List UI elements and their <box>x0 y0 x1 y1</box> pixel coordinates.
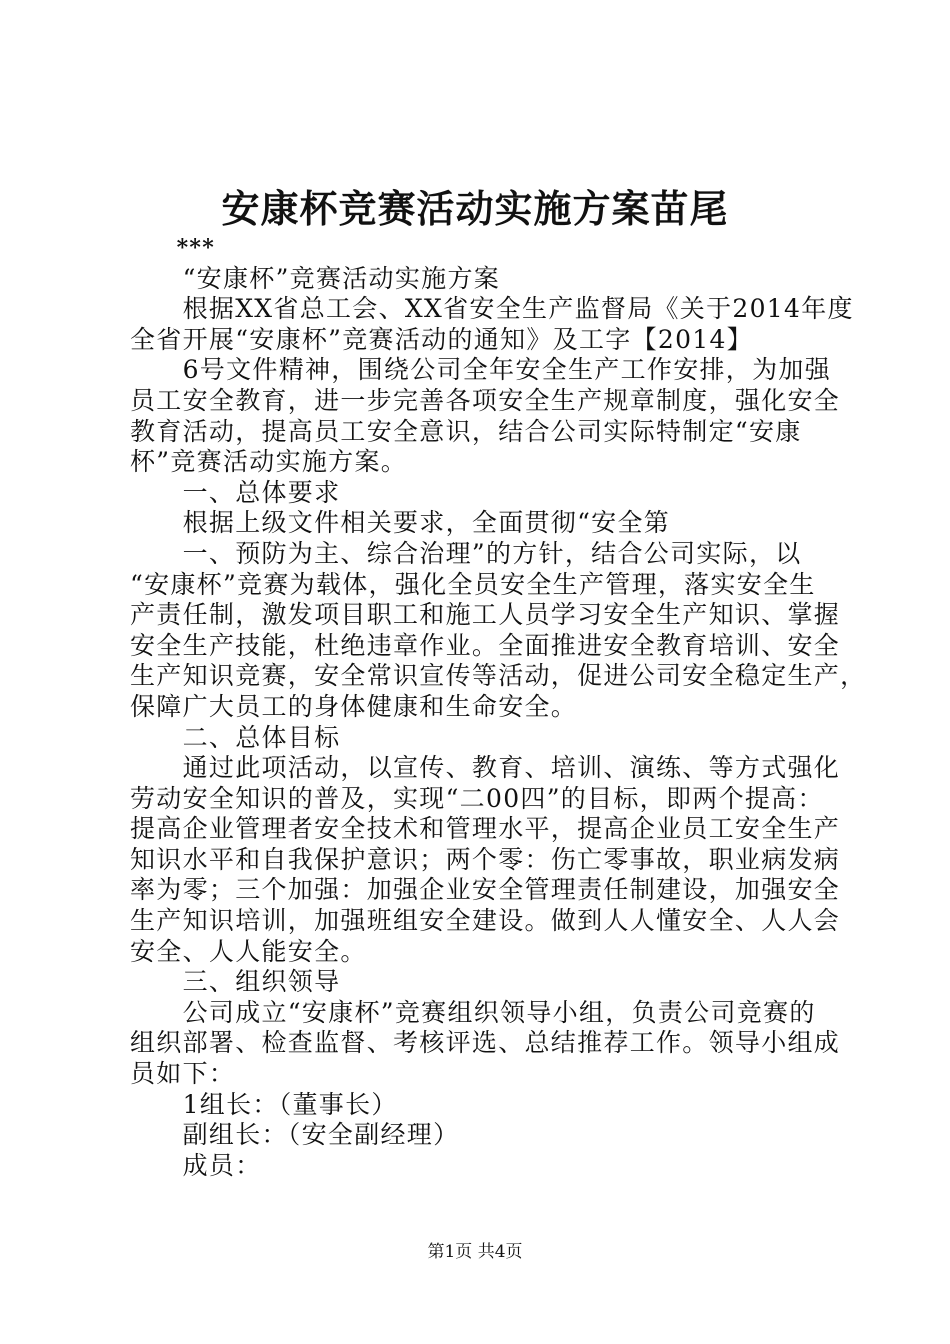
body-line: 员如下： <box>130 1059 236 1089</box>
body-line: *** <box>130 235 216 261</box>
body-line: 全省开展“安康杯”竞赛活动的通知》及工字【2014】 <box>130 324 753 354</box>
body-line: 组织部署、检查监督、考核评选、总结推荐工作。领导小组成 <box>130 1028 841 1058</box>
body-line: 安全、人人能安全。 <box>130 936 367 966</box>
body-line: 教育活动，提高员工安全意识，结合公司实际特制定“安康 <box>130 416 802 446</box>
body-line: 1组长：（董事长） <box>130 1089 398 1119</box>
body-line: 成员： <box>130 1150 262 1180</box>
body-line: 提高企业管理者安全技术和管理水平，提高企业员工安全生产 <box>130 814 841 844</box>
body-line: 根据XX省总工会、XX省安全生产监督局《关于2014年度 <box>130 294 854 324</box>
section-heading: 三、组织领导 <box>130 967 341 997</box>
body-line: “安康杯”竞赛活动实施方案 <box>130 263 501 293</box>
body-line: 生产知识培训，加强班组安全建设。做到人人懂安全、人人会 <box>130 906 841 936</box>
body-line: “安康杯”竞赛为载体，强化全员安全生产管理，落实安全生 <box>130 569 816 599</box>
body-line: 6号文件精神，围绕公司全年安全生产工作安排，为加强 <box>130 355 832 385</box>
body-line: 率为零；三个加强：加强企业安全管理责任制建设，加强安全 <box>130 875 841 905</box>
body-line: 安全生产技能，杜绝违章作业。全面推进安全教育培训、安全 <box>130 630 841 660</box>
body-line: 通过此项活动，以宣传、教育、培训、演练、等方式强化 <box>130 753 841 783</box>
page-footer: 第1页 共4页 <box>427 1242 523 1262</box>
section-heading: 一、总体要求 <box>130 477 341 507</box>
document-title: 安康杯竞赛活动实施方案苗尾 <box>221 186 729 231</box>
body-line: 产责任制，激发项目职工和施工人员学习安全生产知识、掌握 <box>130 600 841 630</box>
body-line: 生产知识竞赛，安全常识宣传等活动，促进公司安全稳定生产， <box>130 661 867 691</box>
body-line: 公司成立“安康杯”竞赛组织领导小组，负责公司竞赛的 <box>130 997 816 1027</box>
body-line: 杯”竞赛活动实施方案。 <box>130 447 408 477</box>
body-line: 根据上级文件相关要求，全面贯彻“安全第 <box>130 508 671 538</box>
body-line: 保障广大员工的身体健康和生命安全。 <box>130 691 578 721</box>
body-line: 员工安全教育，进一步完善各项安全生产规章制度，强化安全 <box>130 385 841 415</box>
body-line: 一、预防为主、综合治理”的方针，结合公司实际，以 <box>130 538 802 568</box>
document-body <box>130 233 867 1181</box>
body-line: 知识水平和自我保护意识；两个零：伤亡零事故，职业病发病 <box>130 844 841 874</box>
section-heading: 二、总体目标 <box>130 722 341 752</box>
body-line: 副组长：（安全副经理） <box>130 1120 460 1150</box>
body-line: 劳动安全知识的普及，实现“二00四”的目标，即两个提高： <box>130 783 824 813</box>
